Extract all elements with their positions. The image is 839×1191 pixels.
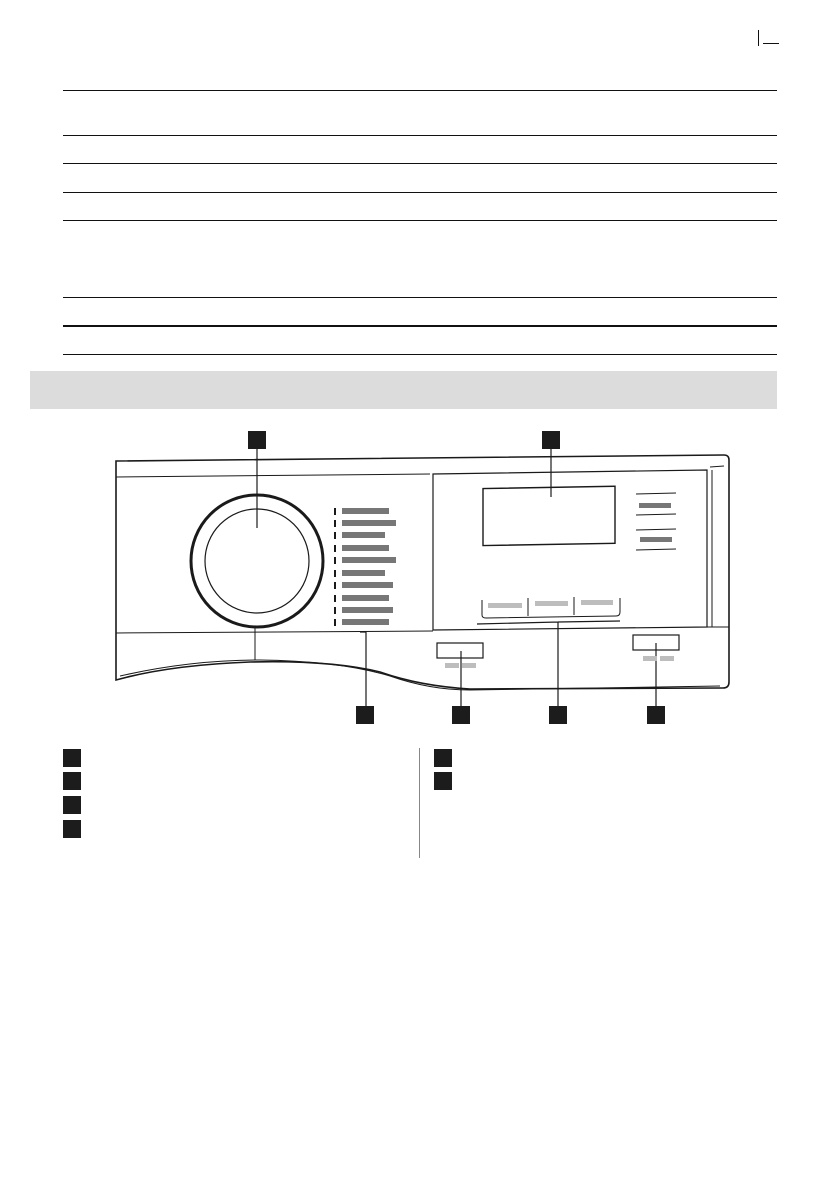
program-indicator bbox=[334, 545, 336, 552]
program-indicator bbox=[334, 607, 336, 614]
program-indicator bbox=[334, 570, 336, 577]
program-label bbox=[342, 520, 396, 526]
program-label bbox=[342, 595, 389, 601]
callout-line bbox=[477, 621, 620, 706]
legend-marker bbox=[63, 772, 81, 790]
program-indicator bbox=[334, 582, 336, 589]
display-side-line bbox=[636, 549, 676, 550]
legend-marker bbox=[434, 749, 452, 767]
display-button-label bbox=[640, 537, 672, 542]
program-indicator bbox=[334, 532, 336, 539]
program-indicator bbox=[334, 508, 336, 515]
program-label bbox=[342, 570, 385, 576]
program-indicator bbox=[334, 595, 336, 602]
program-indicator bbox=[334, 520, 336, 527]
panel-inner-line bbox=[116, 474, 430, 477]
small-button-left bbox=[437, 643, 483, 658]
legend-marker bbox=[434, 772, 452, 790]
legend-marker bbox=[63, 796, 81, 814]
panel-right-edge bbox=[710, 466, 724, 467]
program-label bbox=[342, 607, 393, 613]
display-side-line bbox=[636, 514, 676, 515]
callout-box bbox=[356, 706, 374, 724]
program-label bbox=[342, 582, 393, 588]
callout-box bbox=[647, 706, 665, 724]
program-label bbox=[342, 545, 389, 551]
display-screen bbox=[483, 486, 615, 545]
display-button-label bbox=[639, 503, 671, 508]
callout-box bbox=[452, 706, 470, 724]
option-button-label bbox=[535, 601, 568, 606]
callout-box bbox=[248, 431, 266, 449]
small-button-caption bbox=[445, 663, 459, 668]
program-label bbox=[342, 508, 389, 514]
panel-bottom-curve bbox=[120, 660, 470, 690]
legend-marker bbox=[63, 749, 81, 767]
program-label bbox=[342, 532, 385, 538]
panel-outline bbox=[116, 455, 729, 689]
program-labels bbox=[334, 508, 396, 626]
program-indicator bbox=[334, 619, 336, 626]
program-label bbox=[342, 619, 389, 625]
program-label bbox=[342, 557, 396, 563]
callout-box bbox=[542, 431, 560, 449]
program-indicator bbox=[334, 557, 336, 564]
legend-marker bbox=[63, 820, 81, 838]
panel-mid-line bbox=[116, 631, 433, 633]
option-button-label bbox=[488, 603, 522, 608]
legend-column-divider bbox=[419, 748, 420, 858]
display-section-outline bbox=[433, 470, 707, 630]
callout-box bbox=[549, 706, 567, 724]
small-button-caption bbox=[462, 663, 476, 668]
display-side-line bbox=[636, 529, 676, 530]
small-button-caption bbox=[643, 656, 657, 661]
option-button-label bbox=[581, 600, 613, 605]
display-side-line bbox=[636, 493, 676, 494]
small-button-caption bbox=[660, 656, 674, 661]
